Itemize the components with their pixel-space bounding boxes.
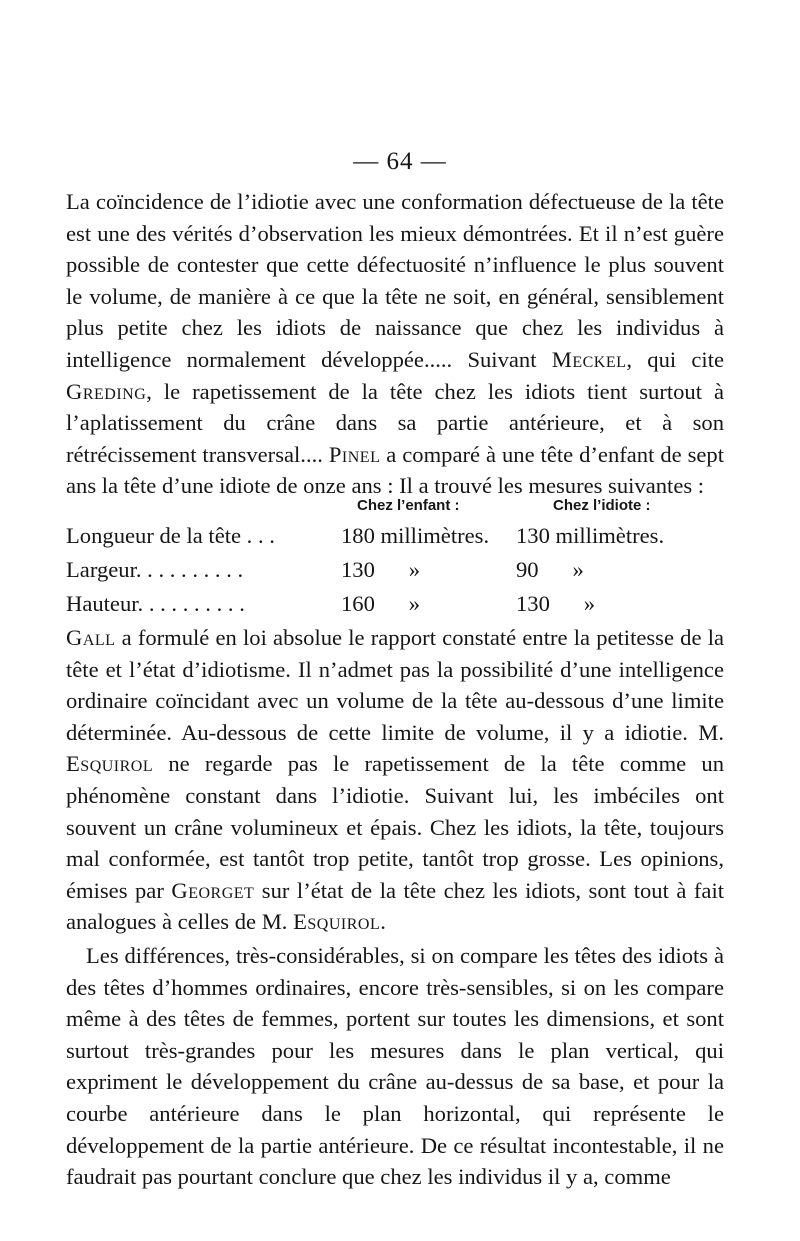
row-value-idiot: 130 » xyxy=(516,591,596,616)
paragraph-2-part-3: sur l’état de la tête chez les idiots, sont tout à fait analogues à celles de M. xyxy=(66,877,725,935)
measurement-table xyxy=(66,497,746,621)
paragraph-2-part-2: ne regarde pas le rapetissement de la tête comme un phénomène constant dans l’idiotie. Suivant lui, les imbéciles ont souvent un crâne volumineux et épais. Chez les idiots, la tête, toujours mal conformée, est tantôt trop petite, tantôt trop grosse. Les opinions, émises par xyxy=(66,751,724,903)
row-value-child: 160 » xyxy=(341,591,421,616)
paragraph-2 xyxy=(66,622,724,938)
measurement-row-height xyxy=(66,587,746,621)
measurement-table-header xyxy=(66,497,746,519)
author-name-greding: Greding xyxy=(66,378,147,404)
author-name-pinel: Pinel xyxy=(328,441,381,467)
author-name-esquirol-2: Esquirol xyxy=(293,909,381,935)
header-child: Chez l’enfant : xyxy=(357,497,460,514)
paragraph-1-part-4: a comparé à une tête d’enfant de sept ans la tête d’une idiote de onze ans : Il a trouvé les mesures suivantes : xyxy=(66,441,725,499)
paragraph-3 xyxy=(66,940,724,1193)
row-label: Hauteur. . . . . . . . . . xyxy=(66,591,245,616)
header-idiot: Chez l’idiote : xyxy=(553,497,651,514)
paragraph-1-text xyxy=(66,186,724,502)
row-value-child: 130 » xyxy=(341,557,421,582)
author-name-georget: Georget xyxy=(171,877,255,903)
row-value-idiot: 90 » xyxy=(516,557,584,582)
paragraph-1 xyxy=(66,186,724,502)
paragraph-1-part-1: La coïncidence de l’idiotie avec une conformation défectueuse de la tête est une des vérités d’observation les mieux démontrées. Et il n’est guère possible de contester que cette défectuosité n’influence le plus souvent le volume, de manière à ce que la tête ne soit, en général, sensiblement plus petite chez les idiots de naissance que chez les individus à intelligence normalement développée..... Suivant xyxy=(66,189,724,372)
row-label: Largeur. . . . . . . . . . xyxy=(66,557,244,582)
row-value-idiot: 130 millimètres. xyxy=(516,523,665,548)
row-label: Longueur de la tête . . . xyxy=(66,523,275,548)
measurement-row-width xyxy=(66,553,746,587)
paragraph-3-text: Les différences, très-considérables, si on compare les têtes des idiots à des têtes d’hommes ordinaires, encore très-sensibles, si on les compare même à des têtes de femmes, portent sur toutes les dimensions, et sont surtout très-grandes pour les mesures dans le plan vertical, qui expriment le développement du crâne au-dessus de sa base, et pour la courbe antérieure dans le plan horizontal, qui représente le développement de la partie antérieure. De ce résultat incontestable, il ne faudrait pas pourtant conclure que chez les individus il y a, comme xyxy=(66,943,724,1190)
paragraph-2-text xyxy=(66,622,724,938)
author-name-meckel: Meckel xyxy=(551,346,627,372)
page-number: — 64 — xyxy=(353,148,447,175)
paragraph-1-part-3: , le rapetissement de la tête chez les idiots tient surtout à l’aplatissement du crâne dans sa partie antérieure, et à son rétrécissement transversal.... xyxy=(66,378,724,467)
paragraph-2-part-4: . xyxy=(380,909,386,935)
paragraph-2-part-1: a formulé en loi absolue le rapport constaté entre la petitesse de la tête et l’état d’idiotisme. Il n’admet pas la possibilité d’une intelligence ordinaire coïncidant avec un volume de la tête au-dessous d’une limite déterminée. Au-dessous de cette limite de volume, il y a idiotie. M. xyxy=(66,625,724,745)
author-name-gall: Gall xyxy=(66,625,116,650)
paragraph-1-part-2: , qui cite xyxy=(626,346,724,372)
author-name-esquirol: Esquirol xyxy=(66,751,154,777)
row-value-child: 180 millimètres. xyxy=(341,523,490,548)
measurement-row-length xyxy=(66,519,746,553)
